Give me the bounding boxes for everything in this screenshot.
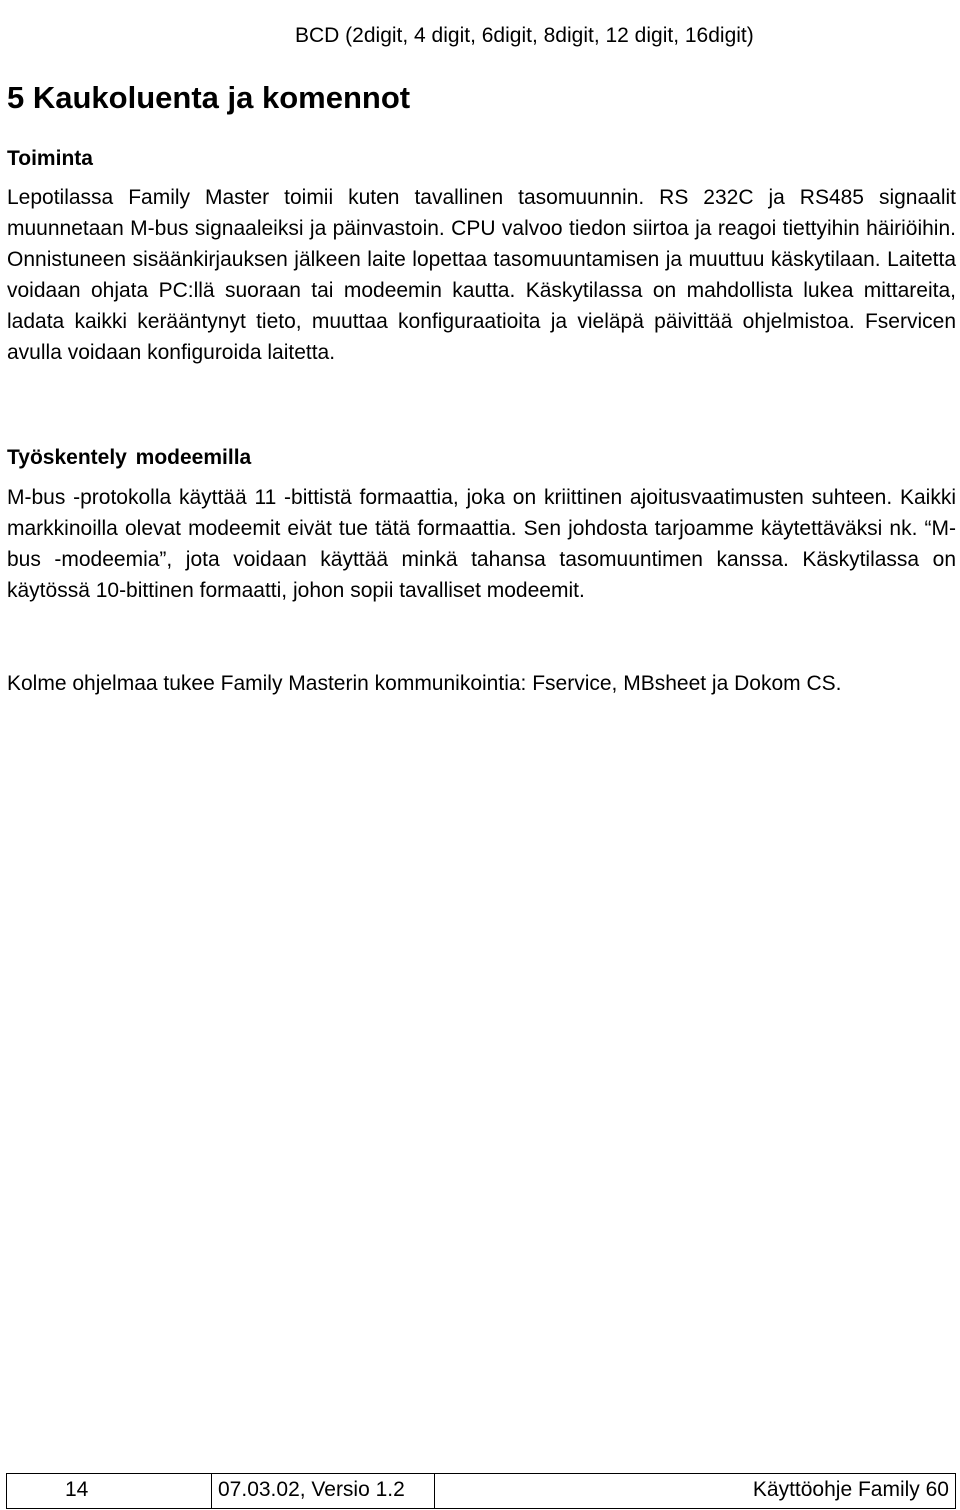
footer-date-version: 07.03.02, Versio 1.2 <box>212 1474 435 1509</box>
section-heading-toiminta: Toiminta <box>7 147 93 170</box>
paragraph-toiminta: Lepotilassa Family Master toimii kuten tavallinen tasomuunnin. RS 232C ja RS485 signaalit muunnetaan M-bus signaaleiksi ja päinvastoin. CPU valvoo tiedon siirtoa ja reagoi tiettyihin häiriöihin. Onnistuneen sisäänkirjauksen jälkeen laite lopettaa tasomuuntamisen ja muuttuu käskytilaan. Laitetta voidaan ohjata PC:llä suoraan tai modeemin kautta. Käskytilassa on mahdollista lukea mittareita, ladata kaikki kerääntynyt tieto, muuttaa konfiguraatioita ja vieläpä päivittää ohjelmistoa. Fservicen avulla voidaan konfiguroida laitetta. <box>7 186 956 364</box>
chapter-title: 5 Kaukoluenta ja komennot <box>7 80 411 115</box>
page-footer <box>6 1473 956 1509</box>
top-note: BCD (2digit, 4 digit, 6digit, 8digit, 12 digit, 16digit) <box>295 24 754 47</box>
section-heading-modeemilla: Työskentely modeemilla <box>7 446 252 469</box>
paragraph-modeemilla: M-bus -protokolla käyttää 11 -bittistä formaattia, joka on kriittinen ajoitusvaatimusten suhteen. Kaikki markkinoilla olevat modeemit eivät tue tätä formaattia. Sen johdosta tarjoamme käytettäväksi nk. “M-bus -modeemia”, jota voidaan käyttää minkä tahansa tasomuuntimen kanssa. Käskytilassa on käytössä 10-bittinen formaatti, johon sopii tavalliset modeemit. <box>7 486 956 602</box>
footer-doc-title: Käyttöohje Family 60 <box>435 1474 956 1509</box>
paragraph-ohjelmat: Kolme ohjelmaa tukee Family Masterin kommunikointia: Fservice, MBsheet ja Dokom CS. <box>7 672 842 695</box>
footer-page-number: 14 <box>7 1474 212 1509</box>
